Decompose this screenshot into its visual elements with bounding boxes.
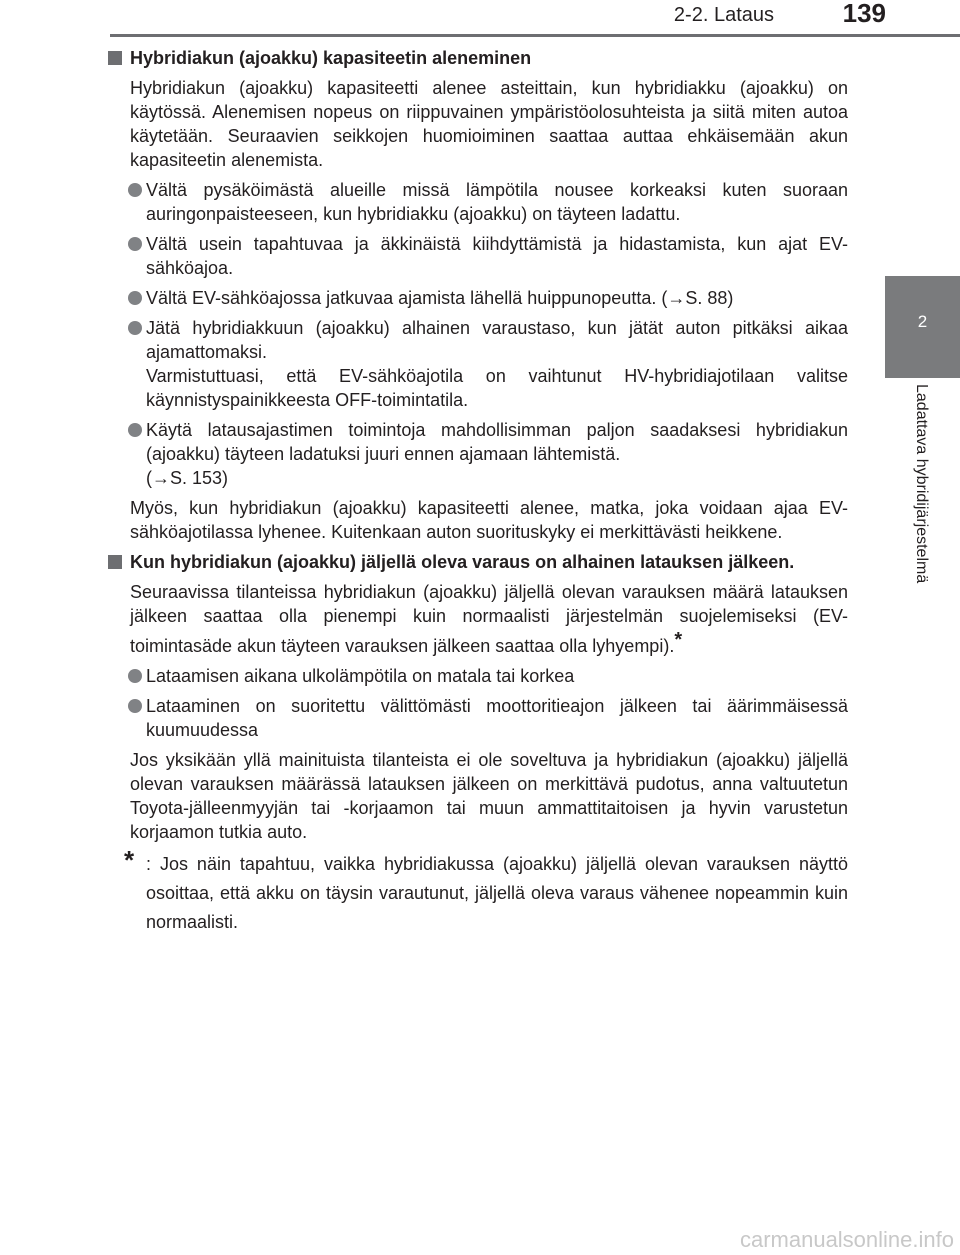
circle-bullet-icon — [128, 423, 142, 437]
list-item: Vältä usein tapahtuvaa ja äkkinäistä kiihdyttämistä ja hidastamista, kun ajat EV-sähköajoa. — [108, 232, 848, 280]
section-heading: Hybridiakun (ajoakku) kapasiteetin aleneminen — [108, 46, 848, 70]
square-bullet-icon — [108, 51, 122, 65]
chapter-tab-rule — [885, 376, 960, 378]
footnote-marker: * — [124, 845, 135, 875]
page-header — [0, 0, 960, 40]
page-content — [108, 46, 848, 937]
paragraph: Seuraavissa tilanteissa hybridiakun (ajoakku) jäljellä olevan varauksen määrä latauksen jälkeen saattaa olla pienempi kuin normaalisti järjestelmän suojelemiseksi (EV-toimintasäde akun täyteen varauksen jälkeen saattaa olla lyhyempi).* — [130, 582, 848, 656]
watermark: carmanualsonline.info — [739, 1227, 954, 1252]
circle-bullet-icon — [128, 183, 142, 197]
circle-bullet-icon — [128, 669, 142, 683]
section-heading: Kun hybridiakun (ajoakku) jäljellä oleva varaus on alhainen latauksen jälkeen. — [108, 550, 848, 574]
paragraph: Myös, kun hybridiakun (ajoakku) kapasiteetti alenee, matka, joka voidaan ajaa EV-sähköajotilassa lyhenee. Kuitenkaan auton suorituskyky ei merkittävästi heikkene. — [130, 498, 848, 542]
paragraph: Hybridiakun (ajoakku) kapasiteetti alenee asteittain, kun hybridiakku (ajoakku) on käytössä. Alenemisen nopeus on riippuvainen ympäristöolosuhteista ja siitä miten autoa käytetään. Seuraavien seikkojen huomioiminen saattaa auttaa ehkäisemään akun kapasiteetin alenemista. — [130, 78, 848, 170]
circle-bullet-icon — [128, 237, 142, 251]
list-item: Käytä latausajastimen toimintoja mahdollisimman paljon saadaksesi hybridiakun (ajoakku) täyteen ladatuksi juuri ennen ajamaan lähtemistä. (→S. 153) — [108, 418, 848, 490]
paragraph: Jos yksikään yllä mainituista tilanteista ei ole soveltuva ja hybridiakun (ajoakku) jäljellä olevan varauksen määrässä latauksen jälkeen on merkittävä pudotus, anna valtuutetun Toyota-jälleenmyyjän tai -korjaamon tai muun ammattitaitoisen ja hyvin varustetun korjaamon tutkia auto. — [130, 750, 848, 842]
square-bullet-icon — [108, 555, 122, 569]
circle-bullet-icon — [128, 699, 142, 713]
chapter-number: 2 — [917, 312, 928, 331]
chapter-tab — [885, 276, 960, 376]
section-title: 2-2. Lataus — [673, 4, 774, 26]
list-item: Lataaminen on suoritettu välittömästi moottoritieajon jälkeen tai äärimmäisessä kuumuudessa — [108, 694, 848, 742]
list-item: Vältä pysäköimästä alueille missä lämpötila nousee korkeaksi kuten suoraan auringonpaisteeseen, kun hybridiakku (ajoakku) on täyteen ladattu. — [108, 178, 848, 226]
circle-bullet-icon — [128, 291, 142, 305]
footnote-marker: * — [674, 629, 683, 651]
list-item: Lataamisen aikana ulkolämpötila on matala tai korkea — [108, 664, 848, 688]
circle-bullet-icon — [128, 321, 142, 335]
header-rule — [110, 34, 960, 37]
footnote: * : Jos näin tapahtuu, vaikka hybridiakussa (ajoakku) jäljellä olevan varauksen näyttö osoittaa, että akku on täysin varautunut, jäljellä oleva varaus vähenee nopeammin kuin normaalisti. — [124, 845, 848, 932]
chapter-label: Ladattava hybridijärjestelmä — [913, 384, 930, 584]
list-item: Jätä hybridiakkuun (ajoakku) alhainen varaustaso, kun jätät auton pitkäksi aikaa ajamattomaksi. Varmistuttuasi, että EV-sähköajotila on vaihtunut HV-hybridiajotilaan valitse käynnistyspainikkeesta OFF-toimintatila. — [108, 316, 848, 412]
page-number: 139 — [842, 0, 886, 28]
list-item: Vältä EV-sähköajossa jatkuvaa ajamista lähellä huippunopeutta. (→S. 88) — [108, 286, 848, 310]
